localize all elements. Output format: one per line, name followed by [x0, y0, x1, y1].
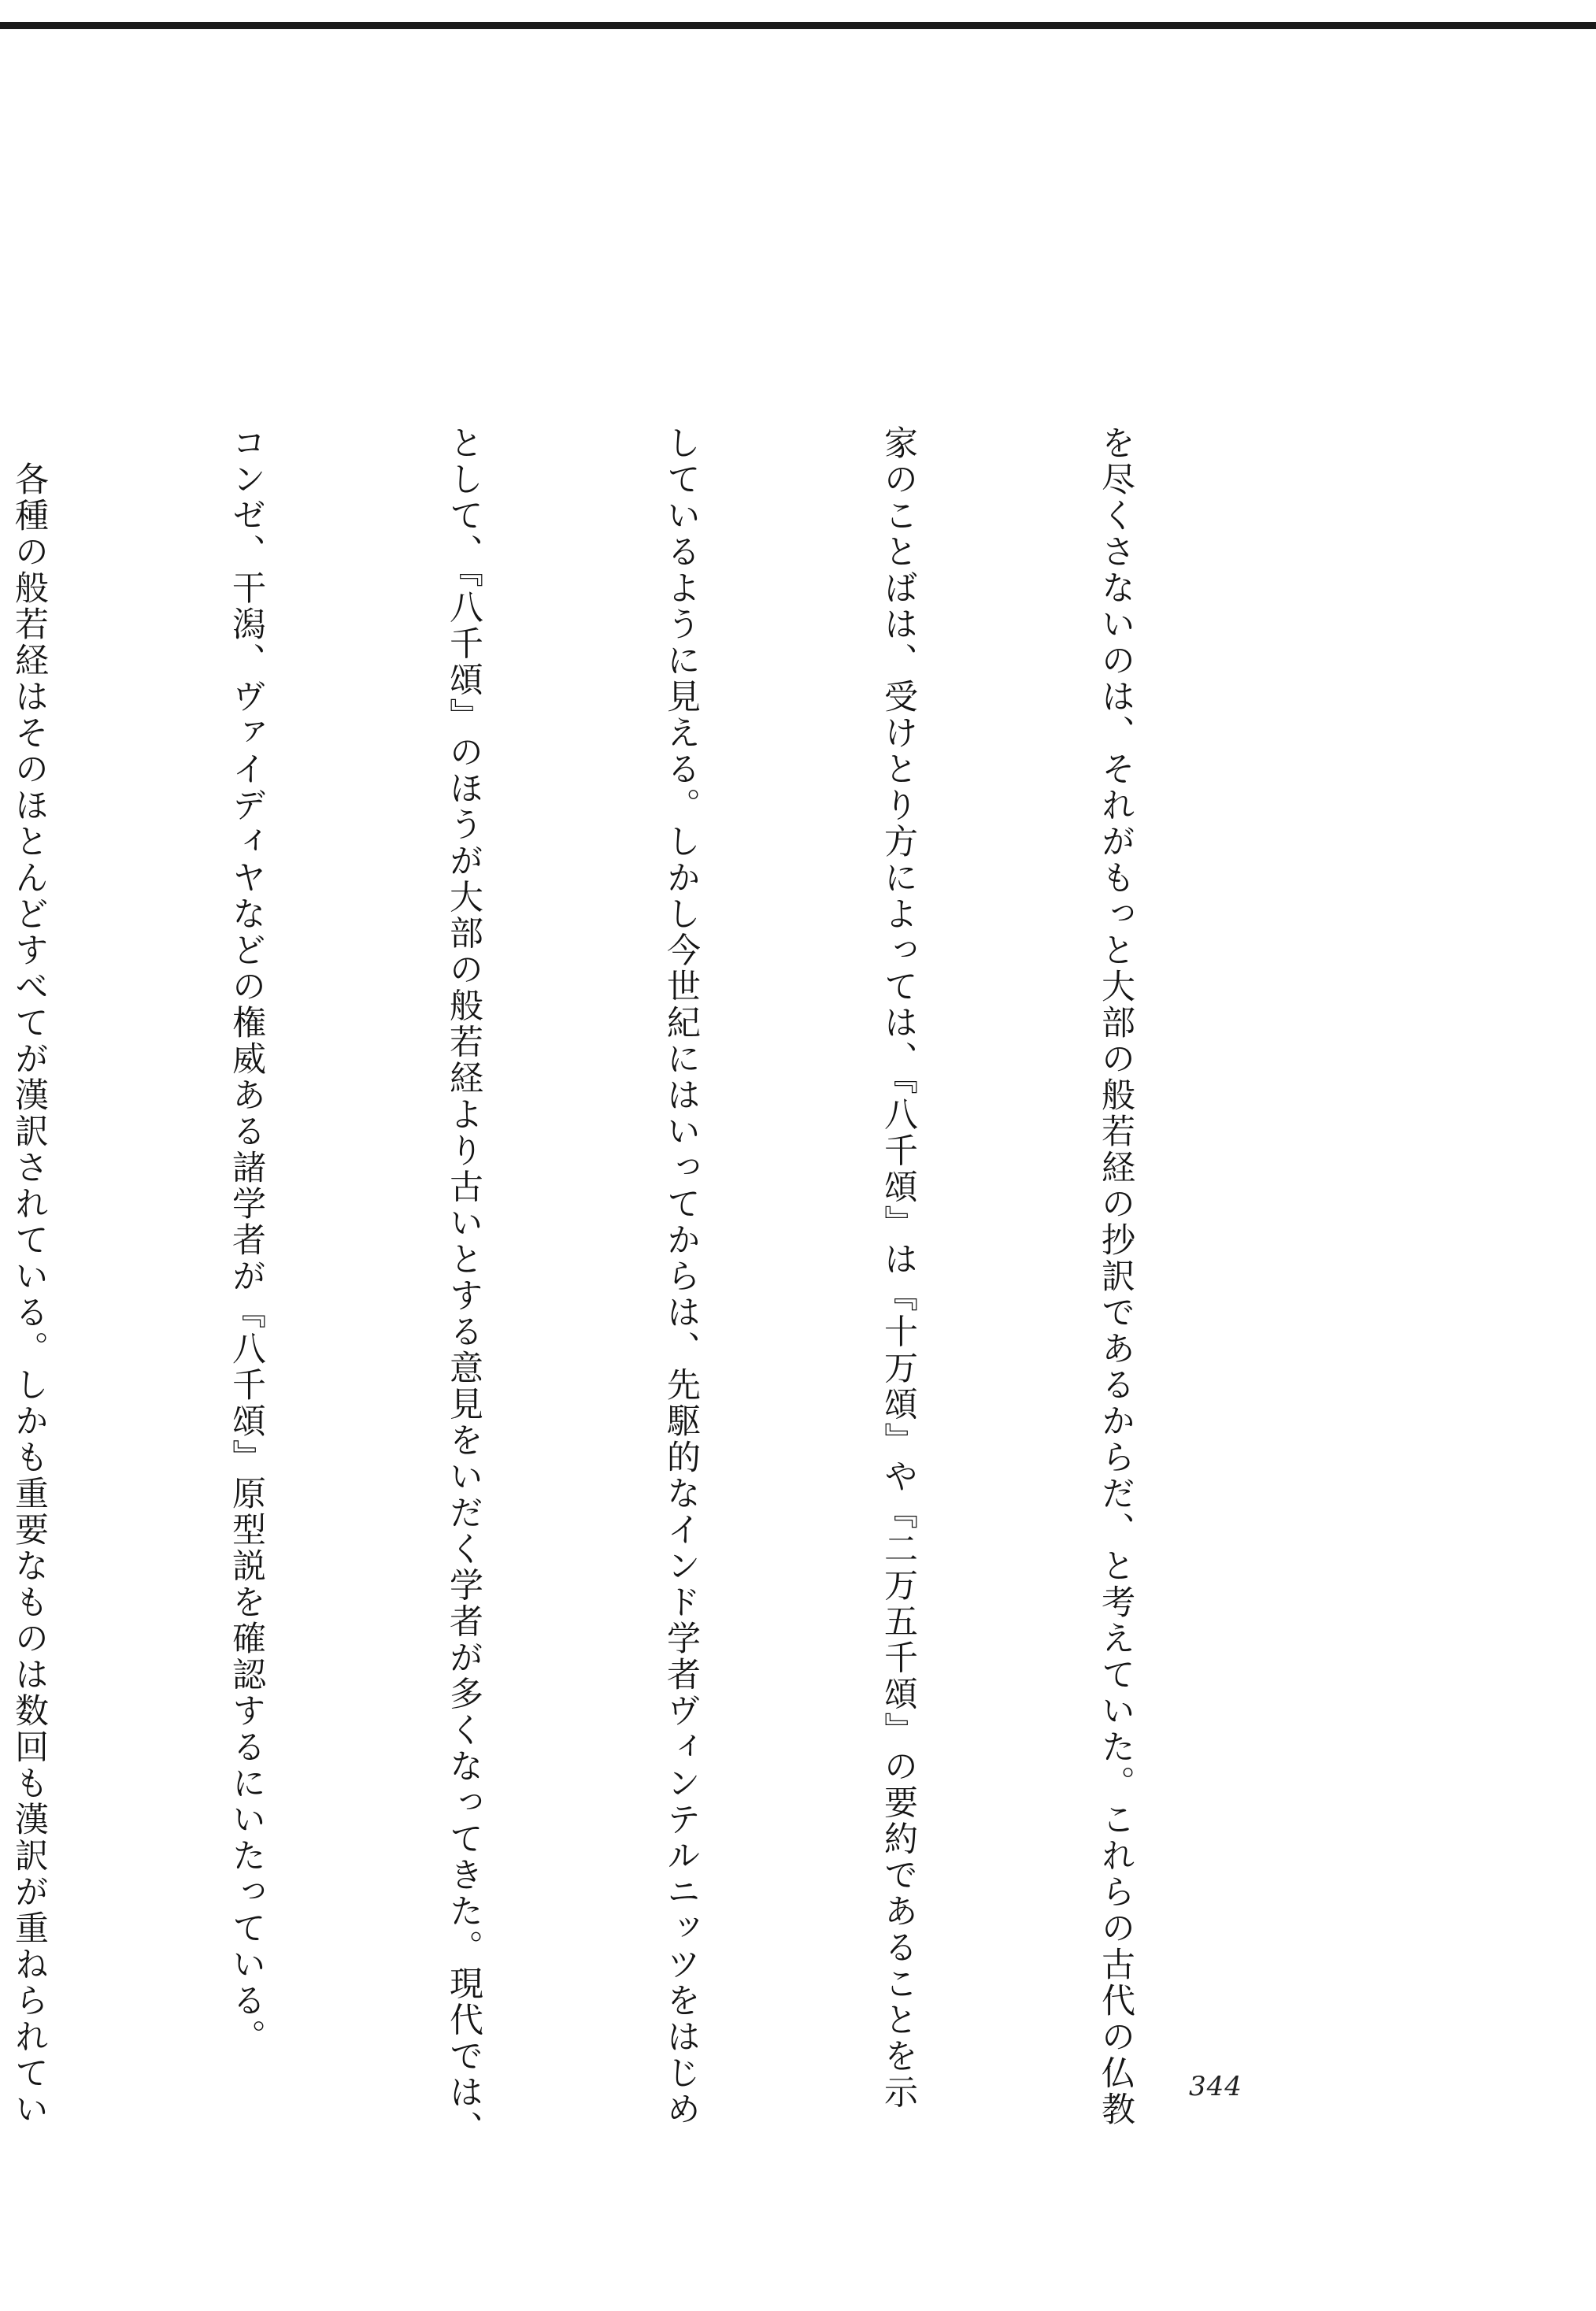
text-column-5: コンゼ、干潟、ヴァイディヤなどの権威ある諸学者が『八千頌』原型説を確認するにいたっている。	[227, 425, 266, 2055]
top-border-rule	[0, 22, 1596, 29]
text-column-1: を尽くさないのは、それがもっと大部の般若経の抄訳であるからだ、と考えていた。これらの古代の仏教	[1096, 425, 1135, 2128]
text-column-3: しているように見える。しかし今世紀にはいってからは、先駆的なインド学者ヴィンテルニッツをはじめ	[661, 425, 701, 2128]
text-column-6: 各種の般若経はそのほとんどすべてが漢訳されている。しかも重要なものは数回も漢訳が重ねられてい	[9, 425, 49, 2128]
text-column-2: 家のことばは、受けとり方によっては、『八千頌』は『十万頌』や『二万五千頌』の要約であることを示	[879, 425, 918, 2111]
page-number: 344	[1189, 2071, 1242, 2102]
text-column-4: として、『八千頌』のほうが大部の般若経より古いとする意見をいだく学者が多くなってきた。現代では、	[444, 425, 483, 2147]
